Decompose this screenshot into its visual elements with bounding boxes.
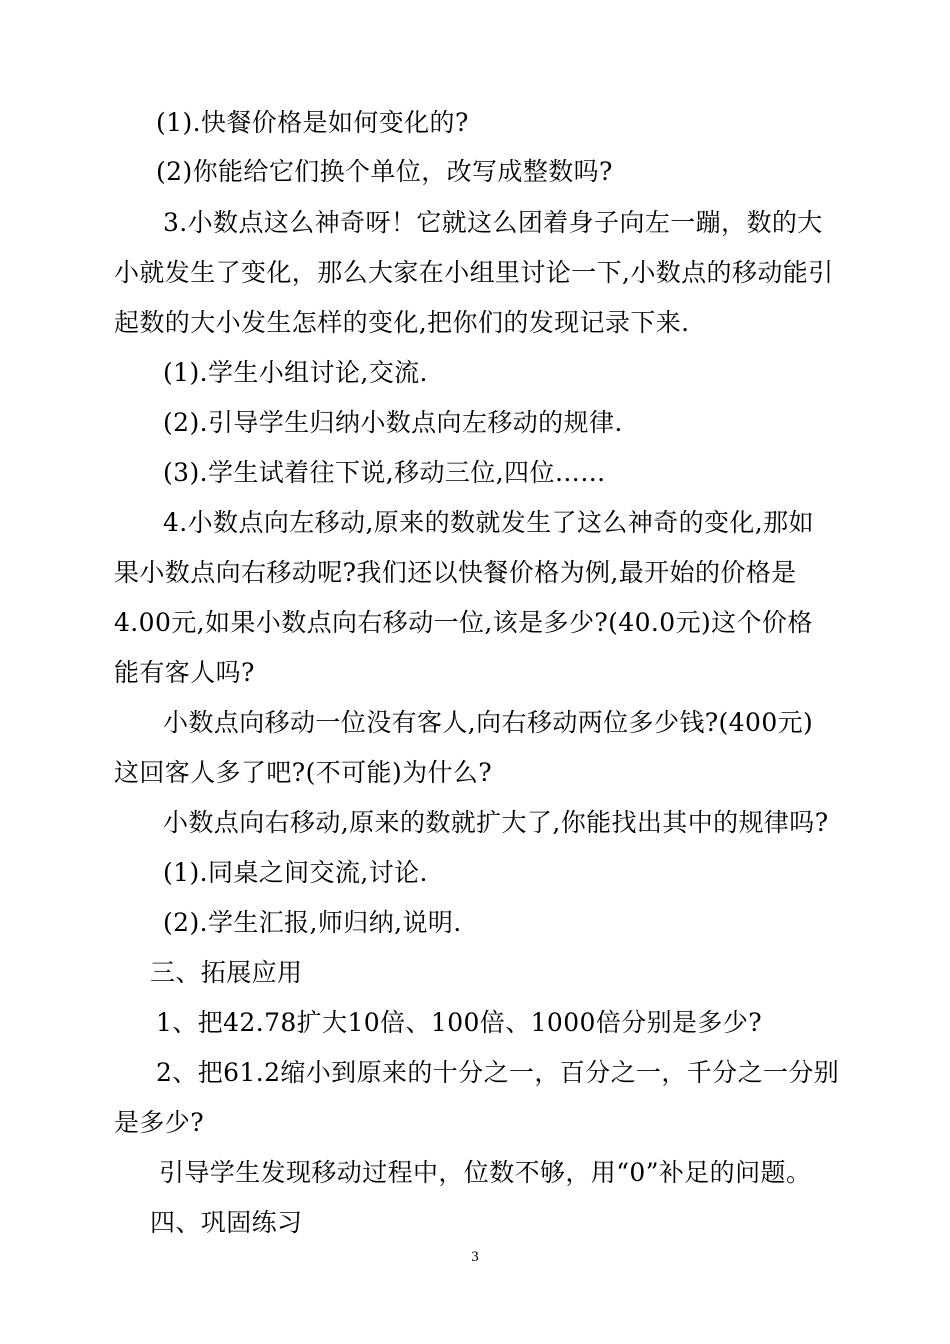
text-line: 这回客人多了吧?(不可能)为什么?: [114, 758, 493, 787]
text-line: 小数点向右移动,原来的数就扩大了,你能找出其中的规律吗?: [163, 808, 829, 837]
text-line: (2)你能给它们换个单位，改写成整数吗?: [156, 157, 613, 186]
text-line: 2、把61.2缩小到原来的十分之一，百分之一，千分之一分别: [156, 1058, 840, 1087]
text-line: 小就发生了变化，那么大家在小组里讨论一下,小数点的移动能引: [114, 258, 834, 287]
section-heading: 三、拓展应用: [150, 958, 303, 987]
text-line: (1).同桌之间交流,讨论.: [163, 858, 428, 887]
text-line: (3).学生试着往下说,移动三位,四位……: [163, 458, 606, 487]
text-line: 起数的大小发生怎样的变化,把你们的发现记录下来.: [114, 308, 690, 337]
text-line: 1、把42.78扩大10倍、100倍、1000倍分别是多少?: [156, 1008, 763, 1037]
text-line: (1).学生小组讨论,交流.: [163, 358, 428, 387]
text-line: 小数点向移动一位没有客人,向右移动两位多少钱?(400元): [163, 708, 814, 737]
page-number: 3: [471, 1249, 479, 1265]
text-line: 4.小数点向左移动,原来的数就发生了这么神奇的变化,那如: [163, 508, 814, 537]
text-line: (2).学生汇报,师归纳,说明.: [163, 908, 462, 937]
text-line: (2).引导学生归纳小数点向左移动的规律.: [163, 408, 623, 437]
text-line: 是多少?: [114, 1108, 205, 1137]
text-line: 3.小数点这么神奇呀！它就这么团着身子向左一蹦，数的大: [163, 208, 823, 237]
text-line: 4.00元,如果小数点向右移动一位,该是多少?(40.0元)这个价格: [114, 608, 813, 637]
text-line: 引导学生发现移动过程中，位数不够，用“0”补足的问题。: [159, 1158, 812, 1187]
text-line: 能有客人吗?: [114, 658, 255, 687]
text-line: (1).快餐价格是如何变化的?: [156, 108, 469, 137]
section-heading: 四、巩固练习: [150, 1208, 303, 1237]
text-line: 果小数点向右移动呢?我们还以快餐价格为例,最开始的价格是: [114, 558, 797, 587]
